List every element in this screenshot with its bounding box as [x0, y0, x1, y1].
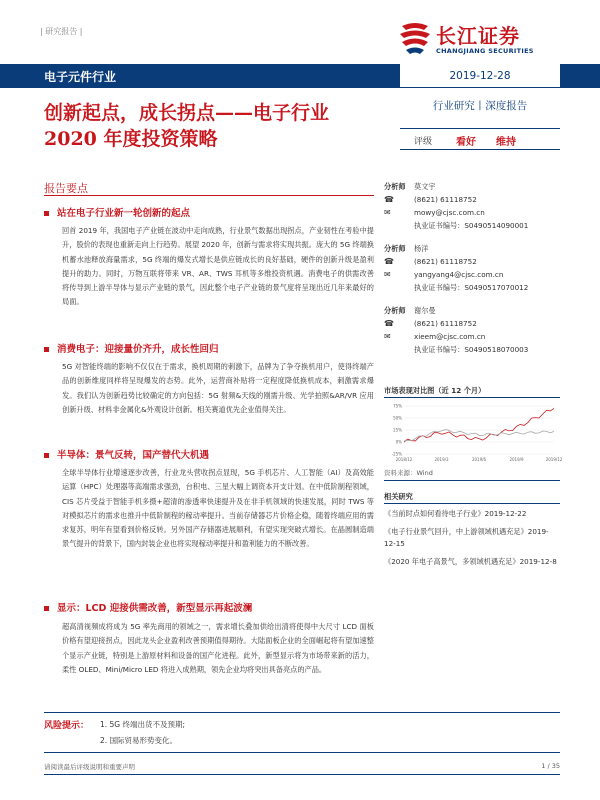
- phone-icon: ☎: [384, 319, 394, 328]
- bullet-square-icon: [44, 606, 49, 611]
- email-icon: ✉: [384, 270, 391, 279]
- y-tick-label: 50%: [393, 415, 402, 421]
- analyst-card: [384, 242, 560, 294]
- page-number: 1 / 35: [541, 762, 560, 770]
- analyst-name: 谢尔曼: [414, 306, 436, 315]
- email-icon: ✉: [384, 332, 391, 341]
- logo-text-en: CHANGJIANG SECURITIES: [436, 47, 534, 55]
- x-tick-label: 2019/6: [471, 457, 487, 462]
- report-headline: [44, 100, 384, 152]
- bullet-square-icon: [44, 347, 49, 352]
- rating-label: 评级: [414, 137, 433, 147]
- chart-divider: [384, 397, 560, 398]
- analyst-phone: (8621) 61118752: [414, 195, 477, 204]
- brand-logo: [398, 18, 558, 62]
- rating-value: 看好: [456, 137, 476, 148]
- section-head: [44, 447, 374, 461]
- series-line: [404, 430, 554, 441]
- chart-title: 市场表现对比图（近 12 个月）: [384, 386, 486, 395]
- risk-item: 1. 5G 终端出货不及预期;: [100, 720, 186, 729]
- analyst-license: 执业证书编号：S0490517070012: [414, 283, 529, 292]
- footer-divider: [44, 774, 560, 775]
- y-tick-label: -25%: [391, 451, 402, 457]
- section-body: 全球半导体行业增速逐步改善，行业龙头营收拐点显现，5G 手机芯片、人工智能（AI）及高效能运算（HPC）处理器等高端需求强劲，台积电、三星大幅上调资本开支计划。在中低阶制程领域，CIS 芯片受益于智能手机多摄+超清的渗透率快速提升及在非手机领域的快速发展，同时 TWS 等对模拟芯片的需求也推升中低阶制程的稼动率提升。当前存储器芯片价格企稳，随着终端应用的需求复苏，明年有望看到价格反转。另外国产存储器进展顺利，有望实现突破式增长。在晶圆制造端景气提升的背景下，国内封装企业也将实现稼动率提升和盈利能力的不断改善。: [62, 468, 374, 549]
- y-tick-label: 0%: [395, 439, 402, 445]
- related-item[interactable]: 《2020 年电子高景气，多领域机遇充足》2019-12-8: [384, 557, 557, 566]
- section-head: [44, 600, 374, 614]
- risk-divider-top: [44, 712, 560, 713]
- analyst-email[interactable]: xieem@cjsc.com.cn: [414, 332, 486, 341]
- analyst-phone: (8621) 61118752: [414, 319, 477, 328]
- analyst-phone: (8621) 61118752: [414, 257, 477, 266]
- rating-row: [400, 128, 560, 150]
- section-body: 超高清视频成将成为 5G 率先商用的领域之一，需求增长叠加供给出清将使得中大尺寸 LCD 面板价格有望迎接拐点，因此龙头企业盈利改善预期值得期待。大陆面板企业的全面崛起将有望加速整个显示产业链，特别是上游原材料和设备的国产化进程。此外，新型显示将为市场带来新的活力，柔性 OLED、Mini/Micro LED 将进入成熟期，领先企业均将突出具备亮点的产品。: [62, 622, 374, 674]
- analyst-name: 莫文宇: [414, 182, 436, 191]
- market-performance-chart: [384, 402, 563, 466]
- section-head-text: 显示：LCD 迎接供需改善，新型显示再起波澜: [57, 603, 253, 614]
- report-tag: | 研究报告 |: [40, 27, 83, 36]
- y-tick-label: 75%: [393, 403, 402, 409]
- summary-section: [44, 447, 374, 461]
- x-tick-label: 2018/12: [395, 457, 413, 462]
- summary-section: [44, 600, 374, 614]
- risk-divider-bottom: [44, 752, 560, 753]
- report-type: 行业研究丨深度报告: [432, 100, 528, 112]
- section-head: [44, 205, 374, 219]
- bullet-square-icon: [44, 211, 49, 216]
- section-body: 回首 2019 年，我国电子产业链在波动中走向成熟，行业景气数据出现拐点，产业韧性在考验中提升，股价的表现也重新走向上行趋势。展望 2020 年，创新与需求将实现共振。庞大的 5G 终端换机蓄水池释放海量需求，5G 终端的爆发式增长是供应链成长的良好基础，硬件的创新升级是盈利提升的助力。同时，万物互联将带来 VR、AR、TWS 耳机等多维投资机遇。消费电子的供需改善将传导到上游半导体与显示产业链的景气，因此整个电子产业链的景气度将呈现出近几年来最好的局面。: [62, 226, 374, 307]
- email-icon: ✉: [384, 208, 391, 217]
- summary-divider: [44, 195, 374, 196]
- summary-section: [44, 205, 374, 219]
- section-head-text: 半导体：景气反转，国产替代大机遇: [57, 450, 210, 461]
- phone-icon: ☎: [384, 195, 394, 204]
- risk-item: 2. 国际贸易形势变化。: [100, 736, 178, 745]
- x-tick-label: 2019/12: [545, 457, 563, 462]
- related-item[interactable]: 《当前时点如何看待电子行业》2019-12-22: [384, 509, 527, 518]
- phone-icon: ☎: [384, 257, 394, 266]
- analyst-license: 执业证书编号：S0490514090001: [414, 221, 529, 230]
- summary-title: 报告要点: [44, 182, 88, 195]
- logo-text-cn: 长江证券: [436, 24, 520, 48]
- footer-disclaimer: 请阅读最后评级说明和重要声明: [44, 763, 135, 771]
- analyst-label: 分析师: [384, 244, 406, 253]
- industry-label: 电子元件行业: [44, 70, 117, 84]
- section-body: 5G 对智能终端的影响不仅仅在于需求，换机周期的刺激下，品牌为了争夺换机用户，使得终端产品的创新维度同样将呈现爆发的态势。此外，运营商补贴将一定程度降低换机成本，刺激需求爆发。我们认为创新趋势比较确定的方向包括：5G 射频&天线的刚需升级、光学拍照&AR/VR 应用创新升级、材料非金属化&外观设计创新。相关赛道优先企业值得关注。: [62, 362, 374, 414]
- related-item[interactable]: 《电子行业景气回升，中上游领域机遇充足》2019-12-15: [384, 527, 549, 548]
- chart-source-divider: [384, 480, 560, 481]
- analyst-email[interactable]: yangyang4@cjsc.com.cn: [414, 270, 504, 279]
- related-title: 相关研究: [384, 492, 413, 501]
- chart-source: 资料来源：Wind: [384, 469, 433, 477]
- analyst-email[interactable]: mowy@cjsc.com.cn: [414, 208, 485, 217]
- summary-section: [44, 341, 374, 355]
- rating-action: 维持: [496, 137, 516, 148]
- risk-label: 风险提示：: [44, 721, 90, 731]
- analyst-label: 分析师: [384, 306, 406, 315]
- headline-line-2: 2020 年度投资策略: [44, 128, 218, 150]
- analyst-label: 分析师: [384, 182, 406, 191]
- y-tick-label: 25%: [393, 427, 402, 433]
- bullet-square-icon: [44, 453, 49, 458]
- analyst-name: 杨洋: [414, 244, 429, 253]
- section-head: [44, 341, 374, 355]
- x-tick-label: 2019/9: [509, 457, 524, 462]
- logo-mark-icon: [398, 20, 432, 60]
- analyst-card: [384, 180, 560, 232]
- report-date: 2019-12-28: [400, 64, 560, 88]
- related-divider: [384, 503, 560, 504]
- analyst-card: [384, 304, 560, 356]
- x-tick-label: 2019/3: [434, 457, 449, 462]
- headline-line-1: 创新起点，成长拐点——电子行业: [44, 102, 330, 124]
- section-head-text: 站在电子行业新一轮创新的起点: [57, 208, 191, 219]
- analyst-license: 执业证书编号：S0490518070003: [414, 345, 529, 354]
- section-head-text: 消费电子：迎接量价齐升，成长性回归: [57, 344, 219, 355]
- series-line: [404, 408, 554, 442]
